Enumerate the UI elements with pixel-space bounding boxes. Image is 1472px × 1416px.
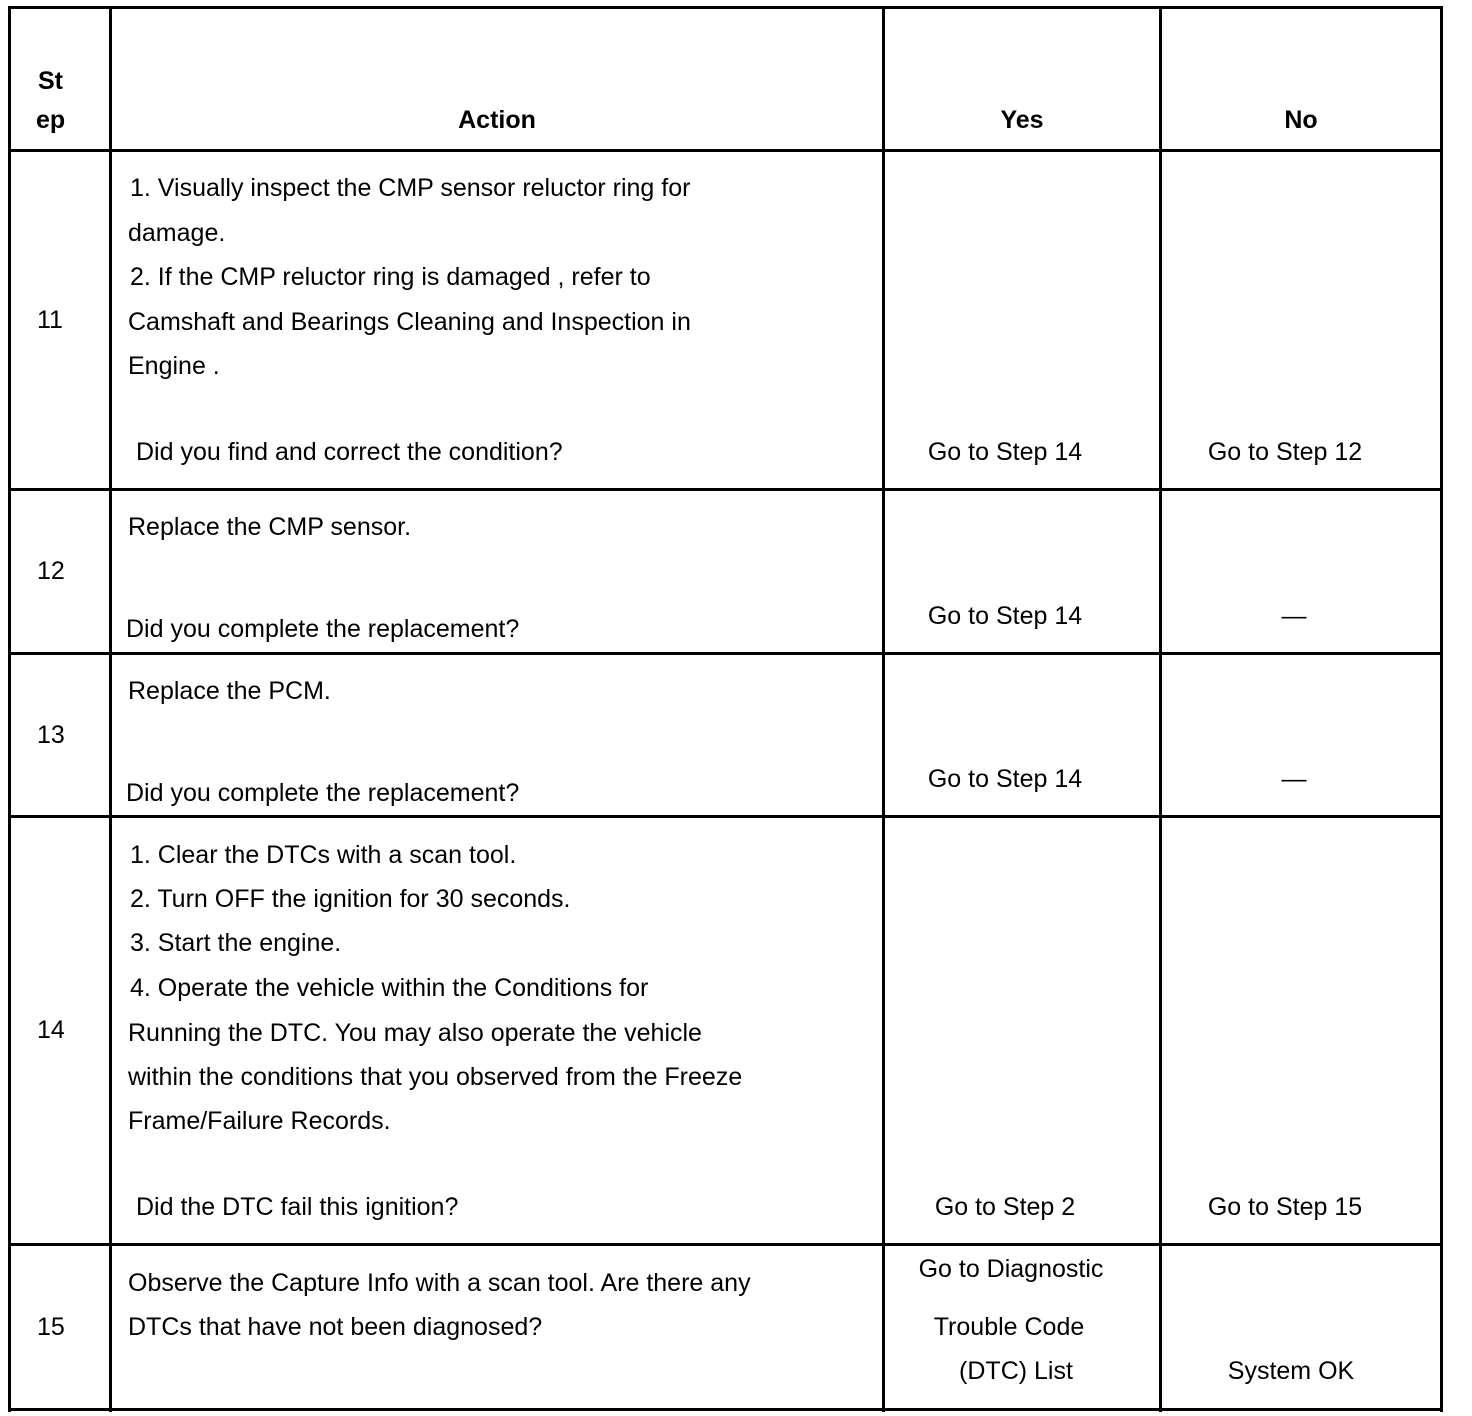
action-line: Camshaft and Bearings Cleaning and Inspection in	[128, 308, 691, 336]
step-number: 15	[37, 1313, 65, 1341]
action-question: Did you complete the replacement?	[126, 615, 520, 643]
no-result: Go to Step 12	[1207, 438, 1363, 466]
table-border-right	[1440, 6, 1443, 1412]
step-number: 14	[37, 1016, 65, 1044]
header-no: No	[1284, 106, 1318, 134]
no-result: —	[1281, 765, 1307, 793]
action-line: 3. Start the engine.	[130, 929, 342, 957]
action-line: Replace the CMP sensor.	[128, 513, 412, 541]
action-line: Frame/Failure Records.	[128, 1107, 391, 1135]
header-yes: Yes	[1000, 106, 1044, 134]
action-question: Did you complete the replacement?	[126, 779, 520, 807]
table-border-left	[8, 6, 11, 1412]
table-border-top	[8, 6, 1443, 9]
no-result: —	[1281, 602, 1307, 630]
action-line: 2. If the CMP reluctor ring is damaged , refer to	[130, 263, 651, 291]
action-question: Did you find and correct the condition?	[136, 438, 563, 466]
action-line: damage.	[128, 219, 226, 247]
step-number: 12	[37, 557, 65, 585]
action-line: Observe the Capture Info with a scan tool. Are there any	[128, 1269, 751, 1297]
yes-result: Go to Step 2	[934, 1193, 1076, 1221]
action-line: 1. Clear the DTCs with a scan tool.	[130, 841, 517, 869]
table-border-bottom	[8, 1408, 1443, 1411]
yes-result-line: Trouble Code	[933, 1313, 1085, 1341]
header-step-line2: ep	[36, 106, 66, 134]
column-divider-step	[109, 6, 112, 1412]
yes-result: Go to Step 14	[927, 438, 1083, 466]
yes-result: Go to Step 14	[927, 602, 1083, 630]
yes-result-line: Go to Diagnostic	[918, 1255, 1104, 1283]
yes-result: Go to Step 14	[927, 765, 1083, 793]
action-line: within the conditions that you observed from the Freeze	[128, 1063, 743, 1091]
header-divider	[8, 149, 1443, 152]
row-divider-12	[8, 652, 1443, 655]
row-divider-11	[8, 488, 1443, 491]
action-line: Replace the PCM.	[128, 677, 331, 705]
action-line: DTCs that have not been diagnosed?	[128, 1313, 543, 1341]
header-action: Action	[458, 106, 536, 134]
action-line: Engine .	[128, 352, 220, 380]
action-line: 4. Operate the vehicle within the Conditions for	[130, 974, 649, 1002]
header-step-line1: St	[38, 67, 63, 95]
action-line: 1. Visually inspect the CMP sensor reluctor ring for	[130, 174, 691, 202]
action-line: Running the DTC. You may also operate the vehicle	[128, 1019, 702, 1047]
step-number: 11	[37, 306, 63, 334]
row-divider-13	[8, 815, 1443, 818]
no-result: System OK	[1227, 1357, 1355, 1385]
no-result: Go to Step 15	[1207, 1193, 1363, 1221]
action-question: Did the DTC fail this ignition?	[136, 1193, 459, 1221]
row-divider-14	[8, 1243, 1443, 1246]
action-line: 2. Turn OFF the ignition for 30 seconds.	[130, 885, 571, 913]
step-number: 13	[37, 721, 65, 749]
yes-result-line: (DTC) List	[959, 1357, 1073, 1385]
